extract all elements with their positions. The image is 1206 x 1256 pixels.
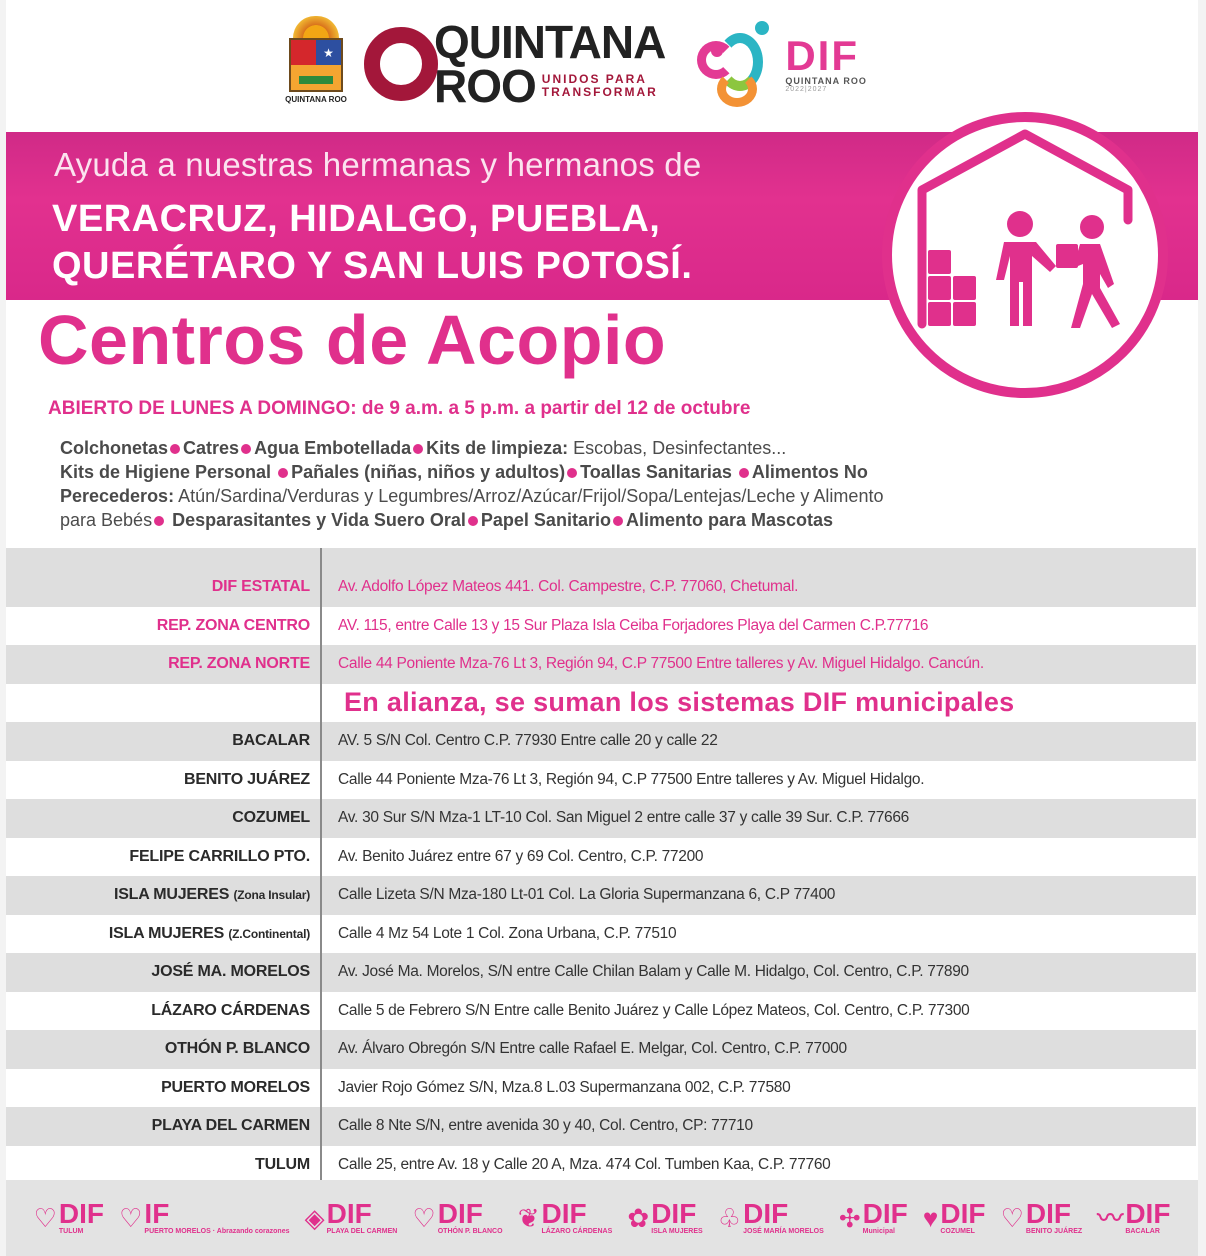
center-name: PLAYA DEL CARMEN	[151, 1117, 310, 1135]
dif-playa-del-carmen-logo: ◈ DIF PLAYA DEL CARMEN	[304, 1198, 398, 1235]
q-letter-icon	[364, 27, 438, 101]
dif-othon-p-blanco-logo: ♡ DIF OTHÓN P. BLANCO	[412, 1198, 503, 1235]
dif-tulum-logo: ♡ DIF TULUM	[33, 1198, 104, 1235]
center-name: REP. ZONA CENTRO	[156, 616, 310, 634]
table-row	[6, 568, 1196, 607]
bullet-icon	[468, 516, 478, 526]
bullet-icon	[241, 444, 251, 454]
item-label: Perecederos:	[60, 486, 175, 506]
table-row	[6, 799, 1196, 838]
center-address: Calle Lizeta S/N Mza-180 Lt-01 Col. La Gloria Supermanzana 6, C.P 77400	[320, 876, 1196, 915]
item-label: Toallas Sanitarias	[580, 462, 732, 482]
item-detail: Atún/Sardina/Verduras y Legumbres/Arroz/Azúcar/Frijol/Sopa/Lentejas/Leche y Alimento	[174, 486, 884, 506]
table-row	[6, 1107, 1196, 1146]
dif-state: QUINTANA ROO	[785, 75, 867, 86]
center-name: JOSÉ MA. MORELOS	[151, 963, 310, 981]
center-name: BACALAR	[232, 732, 310, 750]
heart-icon: ♥	[922, 1203, 939, 1233]
center-name: ISLA MUJERES (Z.Continental)	[108, 924, 310, 942]
center-name: ISLA MUJERES (Zona Insular)	[113, 886, 310, 904]
center-address: AV. 5 S/N Col. Centro C.P. 77930 Entre calle 20 y calle 22	[320, 722, 1196, 761]
center-name: PUERTO MORELOS	[161, 1078, 310, 1096]
item-label: Colchonetas	[60, 438, 169, 458]
dif-bacalar-logo: 〰 DIF BACALAR	[1097, 1198, 1171, 1235]
dif-family-icon	[695, 19, 781, 109]
dif-cozumel-logo: ♥ DIF COZUMEL	[922, 1198, 986, 1235]
table-row	[6, 838, 1196, 877]
clover-icon: ♧	[717, 1203, 742, 1233]
flower-icon: ✿	[627, 1203, 650, 1233]
dif-jose-maria-morelos-logo: ♧ DIF JOSÉ MARÍA MORELOS	[717, 1198, 824, 1235]
table-row	[6, 722, 1196, 761]
heart-icon: ♡	[1000, 1203, 1024, 1233]
header-logos	[284, 14, 867, 114]
center-address: Calle 25, entre Av. 18 y Calle 20 A, Mza. 474 Col. Tumben Kaa, C.P. 77760	[320, 1146, 1196, 1185]
donation-items-list	[60, 436, 1140, 532]
center-address: Calle 44 Poniente Mza-76 Lt 3, Región 94, C.P 77500 Entre talleres y Av. Miguel Hidalgo.	[320, 761, 1196, 800]
center-address: Javier Rojo Gómez S/N, Mza.8 L.03 Supermanzana 002, C.P. 77580	[320, 1069, 1196, 1108]
item-detail: para Bebés	[60, 510, 153, 530]
logo-tagline-1: UNIDOS PARA	[541, 72, 647, 86]
states-line-1: VERACRUZ, HIDALGO, PUEBLA,	[52, 198, 661, 240]
table-top-spacer	[6, 548, 1196, 568]
dif-lazaro-cardenas-logo: ❦ DIF LÁZARO CÁRDENAS	[517, 1198, 613, 1235]
logo-line1: QUINTANA	[434, 16, 666, 68]
center-name: LÁZARO CÁRDENAS	[151, 1001, 310, 1019]
banner-states	[52, 196, 692, 290]
bullet-icon	[278, 468, 288, 478]
item-label: Alimento para Mascotas	[625, 510, 834, 530]
center-address: AV. 115, entre Calle 13 y 15 Sur Plaza Isla Ceiba Forjadores Playa del Carmen C.P.77716	[320, 607, 1196, 646]
center-address: Av. 30 Sur S/N Mza-1 LT-10 Col. San Miguel 2 entre calle 37 y calle 39 Sur. C.P. 77666	[320, 799, 1196, 838]
dif-quintana-roo-logo	[695, 19, 867, 109]
bullet-icon	[154, 516, 164, 526]
item-detail: Escobas, Desinfectantes...	[568, 438, 787, 458]
table-row	[6, 953, 1196, 992]
pattern-heart-icon: ✣	[838, 1203, 861, 1233]
states-line-2: QUERÉTARO Y SAN LUIS POTOSÍ.	[52, 245, 693, 287]
items-line-3	[60, 484, 1140, 508]
item-label: Desparasitantes y Vida Suero Oral	[172, 510, 466, 530]
warehouse-donation-icon	[882, 112, 1168, 398]
table-row	[6, 607, 1196, 646]
table-row	[6, 645, 1196, 684]
center-address: Av. Álvaro Obregón S/N Entre calle Rafael E. Melgar, Col. Centro, C.P. 77000	[320, 1030, 1196, 1069]
shield-label: QUINTANA ROO	[285, 95, 347, 104]
quintana-roo-shield-logo	[284, 16, 348, 112]
right-edge	[1198, 0, 1206, 1256]
center-address: Av. José Ma. Morelos, S/N entre Calle Chilan Balam y Calle M. Hidalgo, Col. Centro, C.P. 77890	[320, 953, 1196, 992]
center-address: Av. Benito Juárez entre 67 y 69 Col. Centro, C.P. 77200	[320, 838, 1196, 877]
dif-puerto-morelos-logo: ♡ IF PUERTO MORELOS · Abrazando corazones	[119, 1198, 290, 1235]
municipal-dif-logos-footer	[6, 1180, 1198, 1256]
item-label: Kits de Higiene Personal	[60, 462, 272, 482]
bullet-icon	[613, 516, 623, 526]
dif-municipal-logo: ✣ DIF Municipal	[838, 1198, 908, 1235]
diamond-icon: ◈	[304, 1203, 325, 1233]
center-name: BENITO JUÁREZ	[183, 770, 310, 788]
opening-hours: ABIERTO DE LUNES A DOMINGO: de 9 a.m. a 5 p.m. a partir del 12 de octubre	[48, 398, 751, 419]
table-row	[6, 915, 1196, 954]
dif-isla-mujeres-logo: ✿ DIF ISLA MUJERES	[627, 1198, 703, 1235]
table-row	[6, 761, 1196, 800]
dif-years: 2022|2027	[785, 85, 828, 93]
quintana-roo-government-logo	[364, 14, 665, 114]
center-name: COZUMEL	[232, 809, 310, 827]
center-address: Calle 44 Poniente Mza-76 Lt 3, Región 94, C.P 77500 Entre talleres y Av. Miguel Hidalgo. Cancún.	[320, 645, 1196, 684]
center-name: DIF ESTATAL	[211, 578, 310, 596]
alliance-heading: En alianza, se suman los sistemas DIF municipales	[320, 684, 1196, 723]
center-address: Av. Adolfo López Mateos 441. Col. Campestre, C.P. 77060, Chetumal.	[320, 568, 1196, 607]
bullet-icon	[567, 468, 577, 478]
bullet-icon	[170, 444, 180, 454]
center-address: Calle 8 Nte S/N, entre avenida 30 y 40, Col. Centro, CP: 77710	[320, 1107, 1196, 1146]
banner-subtitle: Ayuda a nuestras hermanas y hermanos de	[54, 146, 702, 183]
collection-centers-table	[6, 548, 1196, 1184]
center-address: Calle 5 de Febrero S/N Entre calle Benito Juárez y Calle López Mateos, Col. Centro, C.P. 77300	[320, 992, 1196, 1031]
logo-tagline-2: TRANSFORMAR	[541, 85, 658, 99]
center-name: FELIPE CARRILLO PTO.	[129, 847, 310, 865]
dif-benito-juarez-logo: ♡ DIF BENITO JUÁREZ	[1000, 1198, 1083, 1235]
heart-icon: ♡	[412, 1203, 436, 1233]
item-label: Pañales (niñas, niños y adultos)	[291, 462, 566, 482]
items-line-1	[60, 436, 1140, 460]
bullet-icon	[739, 468, 749, 478]
star-icon: ★	[316, 40, 341, 65]
center-name: OTHÓN P. BLANCO	[164, 1040, 310, 1058]
table-row	[6, 992, 1196, 1031]
dif-name: DIF	[785, 31, 859, 79]
item-label: Catres	[183, 438, 240, 458]
item-label: Kits de limpieza:	[426, 438, 569, 458]
logo-line2: ROO	[434, 60, 536, 112]
alliance-heading-row	[6, 684, 1196, 723]
item-label: Papel Sanitario	[480, 510, 611, 530]
heart-icon: ♡	[119, 1203, 143, 1233]
table-row	[6, 1069, 1196, 1108]
items-line-2	[60, 460, 1140, 484]
sun-icon	[293, 16, 339, 38]
wave-icon: 〰	[1097, 1203, 1124, 1233]
center-name: REP. ZONA NORTE	[168, 655, 310, 673]
item-label: Alimentos No	[751, 462, 868, 482]
center-address: Calle 4 Mz 54 Lote 1 Col. Zona Urbana, C.P. 77510	[320, 915, 1196, 954]
item-label: Agua Embotellada	[254, 438, 412, 458]
heart-icon: ♡	[33, 1203, 57, 1233]
center-name: TULUM	[255, 1155, 310, 1173]
table-row	[6, 1146, 1196, 1185]
table-row	[6, 1030, 1196, 1069]
bullet-icon	[413, 444, 423, 454]
table-row	[6, 876, 1196, 915]
family-icon: ❦	[517, 1203, 540, 1233]
page-title: Centros de Acopio	[38, 301, 667, 379]
items-line-4	[60, 508, 1140, 532]
